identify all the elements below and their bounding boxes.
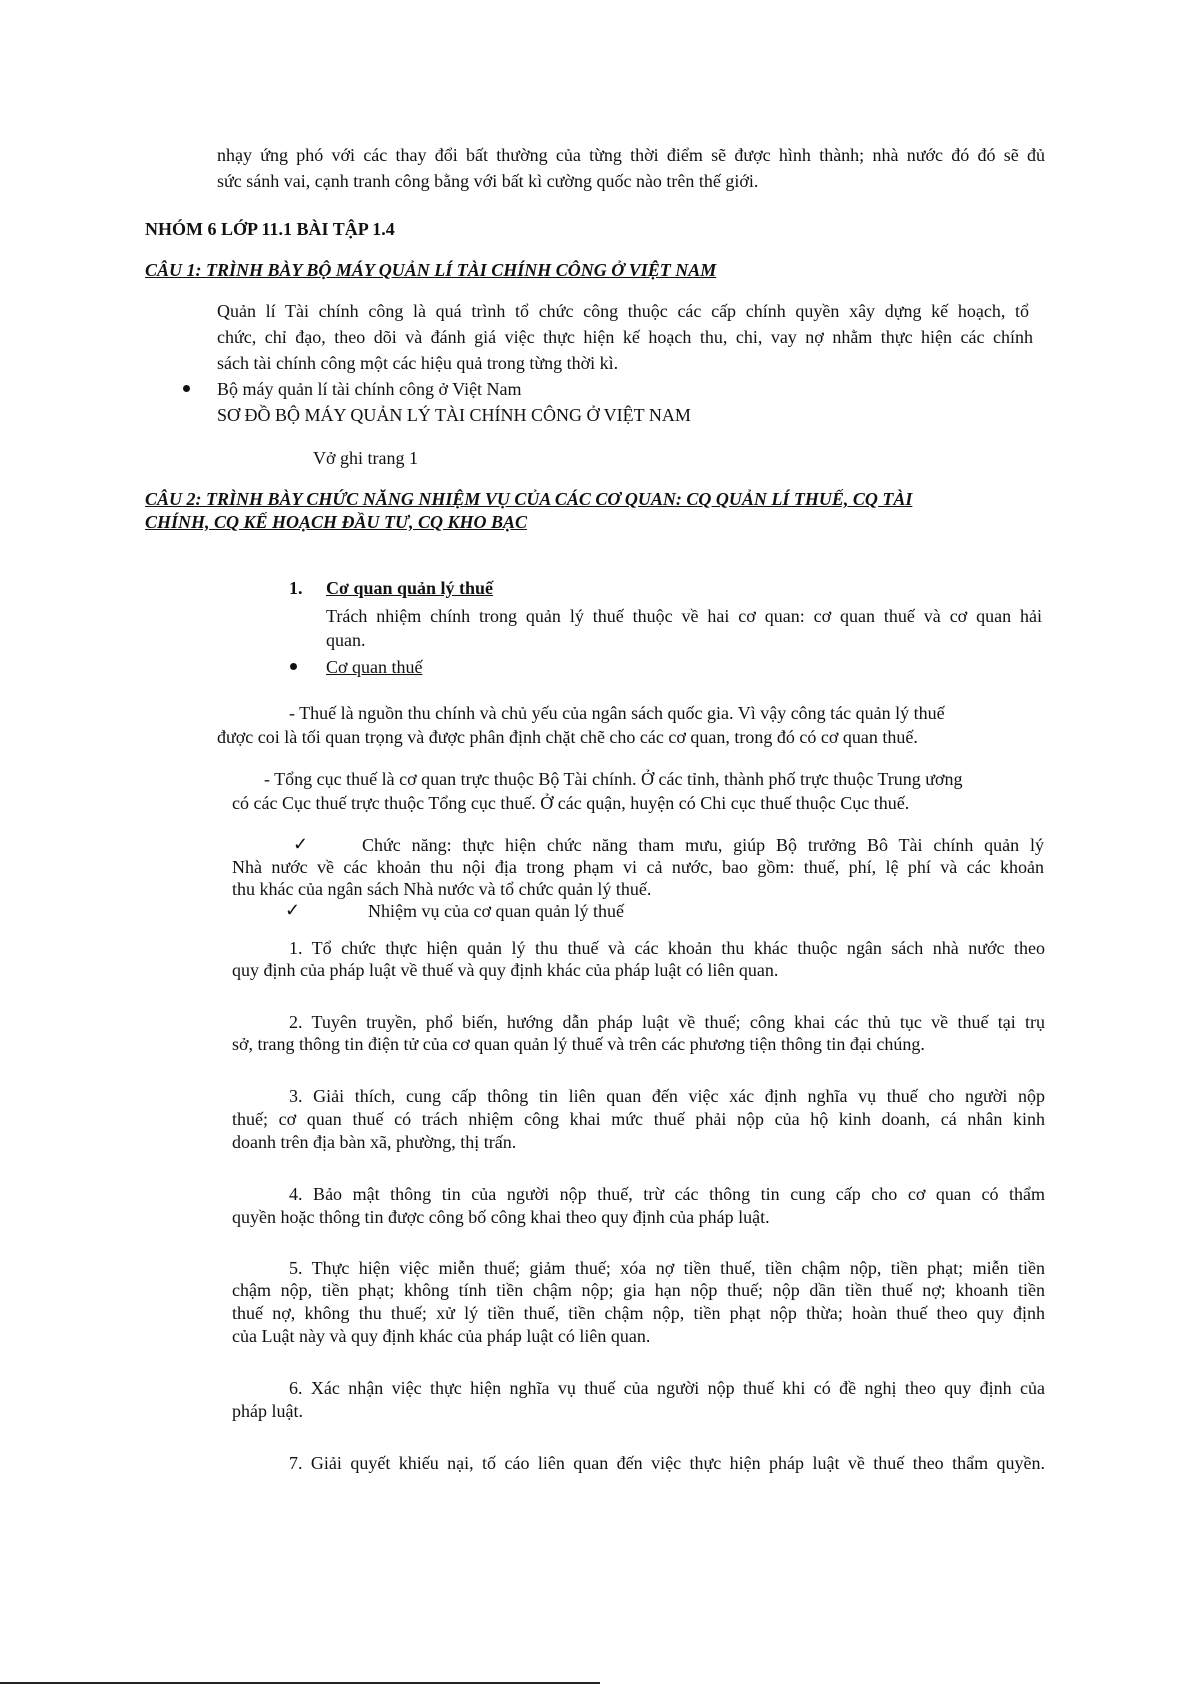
duty-6-line-2: pháp luật.: [232, 1401, 303, 1421]
sub-bullet: Cơ quan thuế: [326, 657, 423, 677]
section-number: 1.: [289, 578, 303, 598]
section-title: Cơ quan quản lý thuế: [326, 578, 494, 598]
duty-1-line-1: 1. Tổ chức thực hiện quản lý thu thuế và các khoản thu khác thuộc ngân sách nhà nước theo: [289, 938, 1045, 958]
duty-5-line-1: 5. Thực hiện việc miễn thuế; giảm thuế; xóa nợ tiền thuế, tiền chậm nộp, tiền phạt; miễn tiền: [289, 1258, 1045, 1278]
duty-3-line-3: doanh trên địa bàn xã, phường, thị trấn.: [232, 1132, 517, 1152]
function-line-2: Nhà nước về các khoản thu nội địa trong phạm vi cả nước, bao gồm: thuế, phí, lệ phí và các khoản: [232, 857, 1044, 877]
function-line-3: thu khác của ngân sách Nhà nước và tổ chức quản lý thuế.: [232, 879, 652, 899]
section-desc-line-1: Trách nhiệm chính trong quản lý thuế thuộc về hai cơ quan: cơ quan thuế và cơ quan hải: [326, 606, 1042, 626]
duty-1-line-2: quy định của pháp luật về thuế và quy định khác của pháp luật có liên quan.: [232, 960, 779, 980]
q1-para-line-2: chức, chỉ đạo, theo dõi và đánh giá việc thực hiện kế hoạch thu, chi, vay nợ nhằm thực hiện các chính: [217, 327, 1033, 347]
group-heading: NHÓM 6 LỚP 11.1 BÀI TẬP 1.4: [145, 219, 395, 239]
duty-4-line-2: quyền hoặc thông tin được công bố công khai theo quy định của pháp luật.: [232, 1207, 770, 1227]
q2-heading-line-2: CHÍNH, CQ KẾ HOẠCH ĐẦU TƯ, CQ KHO BẠC: [145, 512, 528, 532]
q1-bullet-item: Bộ máy quản lí tài chính công ở Việt Nam: [217, 379, 522, 399]
duty-4-line-1: 4. Bảo mật thông tin của người nộp thuế, trừ các thông tin cung cấp cho cơ quan có thẩm: [289, 1184, 1045, 1204]
duty-6-line-1: 6. Xác nhận việc thực hiện nghĩa vụ thuế của người nộp thuế khi có đề nghị theo quy định của: [289, 1378, 1045, 1398]
page-bottom-rule: [0, 1682, 600, 1684]
duty-title: Nhiệm vụ của cơ quan quản lý thuế: [368, 901, 624, 921]
intro-line-1: nhạy ứng phó với các thay đổi bất thường của từng thời điểm sẽ được hình thành; nhà nước đó đó sẽ đủ: [217, 145, 1045, 165]
q1-note: Vở ghi trang 1: [313, 448, 419, 468]
intro-line-2: sức sánh vai, cạnh tranh công bằng với bất kì cường quốc nào trên thế giới.: [217, 171, 759, 191]
p1-line-1: - Thuế là nguồn thu chính và chủ yếu của ngân sách quốc gia. Vì vậy công tác quản lý thuế: [289, 703, 945, 723]
duty-2-line-1: 2. Tuyên truyền, phổ biến, hướng dẫn pháp luật về thuế; công khai các thủ tục về thuế tại trụ: [289, 1012, 1045, 1032]
duty-5-line-2: chậm nộp, tiền phạt; không tính tiền chậm nộp; gia hạn nộp thuế; nộp dần tiền thuế nợ; khoanh tiền: [232, 1280, 1045, 1300]
p2-line-1: - Tổng cục thuế là cơ quan trực thuộc Bộ Tài chính. Ở các tỉnh, thành phố trực thuộc Trung ương: [264, 769, 963, 789]
checkmark-icon: ✓: [285, 900, 301, 920]
bullet-icon: [290, 663, 297, 670]
q1-para-line-1: Quản lí Tài chính công là quá trình tổ chức công thuộc các cấp chính quyền xây dựng kế hoạch, tổ: [217, 301, 1029, 321]
q2-heading-line-1: CÂU 2: TRÌNH BÀY CHỨC NĂNG NHIỆM VỤ CỦA CÁC CƠ QUAN: CQ QUẢN LÍ THUẾ, CQ TÀI: [145, 489, 913, 509]
p2-line-2: có các Cục thuế trực thuộc Tổng cục thuế. Ở các quận, huyện có Chi cục thuế thuộc Cục thuế.: [232, 793, 910, 813]
duty-3-line-1: 3. Giải thích, cung cấp thông tin liên quan đến việc xác định nghĩa vụ thuế cho người nộp: [289, 1086, 1045, 1106]
duty-5-line-4: của Luật này và quy định khác của pháp luật có liên quan.: [232, 1326, 651, 1346]
bullet-icon: [183, 385, 190, 392]
section-desc-line-2: quan.: [326, 630, 366, 650]
duty-7-line-1: 7. Giải quyết khiếu nại, tố cáo liên quan đến việc thực hiện pháp luật về thuế theo thẩm quyền.: [289, 1453, 1045, 1473]
duty-3-line-2: thuế; cơ quan thuế có trách nhiệm công khai mức thuế phải nộp của hộ kinh doanh, cá nhân kinh: [232, 1109, 1045, 1129]
checkmark-icon: ✓: [293, 834, 309, 854]
q1-para-line-3: sách tài chính công một các hiệu quả trong từng thời kì.: [217, 353, 619, 373]
p1-line-2: được coi là tối quan trọng và được phân định chặt chẽ cho các cơ quan, trong đó có cơ quan thuế.: [217, 727, 918, 747]
duty-5-line-3: thuế nợ, không thu thuế; xử lý tiền thuế, tiền chậm nộp, tiền phạt nộp thừa; hoàn thuế theo quy định: [232, 1303, 1045, 1323]
duty-2-line-2: sở, trang thông tin điện tử của cơ quan quản lý thuế và trên các phương tiện thông tin đại chúng.: [232, 1034, 925, 1054]
function-line-1: Chức năng: thực hiện chức năng tham mưu, giúp Bộ trưởng Bô Tài chính quản lý: [362, 835, 1044, 855]
q1-heading: CÂU 1: TRÌNH BÀY BỘ MÁY QUẢN LÍ TÀI CHÍNH CÔNG Ở VIỆT NAM: [145, 260, 717, 280]
q1-diagram-title: SƠ ĐỒ BỘ MÁY QUẢN LÝ TÀI CHÍNH CÔNG Ở VIỆT NAM: [217, 405, 691, 425]
